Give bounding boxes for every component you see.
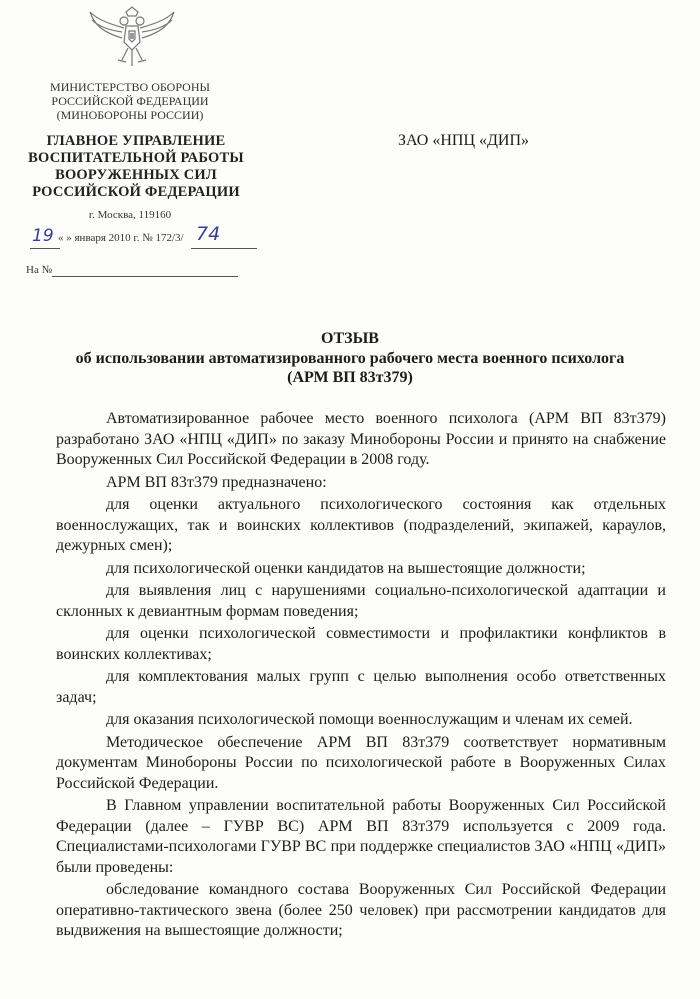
paragraph: для оценки психологической совместимости и профилактики конфликтов в воинских коллективах;	[56, 625, 666, 663]
document-title: ОТЗЫВ	[321, 330, 379, 347]
directorate-name	[14, 133, 258, 201]
day-underline	[30, 248, 60, 249]
date-text: « » января 2010 г. № 172/3/	[58, 232, 184, 244]
paragraph: АРМ ВП 83т379 предназначено:	[106, 473, 327, 491]
paragraph: Автоматизированное рабочее место военного психолога (АРМ ВП 83т379) разработано ЗАО «НПЦ «ДИП» по заказу Минобороны России и принято на снабжение Вооруженных Сил Российской Федерации в 2008 году.	[56, 410, 666, 468]
document-body	[56, 409, 666, 944]
date-line	[26, 223, 266, 250]
reference-underline	[52, 276, 238, 277]
directorate-line: ВОСПИТАТЕЛЬНОЙ РАБОТЫ	[28, 150, 244, 166]
document-subtitle: об использовании автоматизированного рабочего места военного психолога (АРМ ВП 83т379)	[75, 350, 625, 386]
reference-label: На №	[26, 264, 53, 276]
double-headed-eagle-emblem	[88, 6, 176, 72]
handwritten-day: 19	[32, 226, 54, 246]
ministry-line: РОССИЙСКОЙ ФЕДЕРАЦИИ	[51, 94, 209, 108]
paragraph: В Главном управлении воспитательной работы Вооруженных Сил Российской Федерации (далее – ГУВР ВС) АРМ ВП 83т379 используется с 2009 года. Специалистами-психологами ГУВР ВС при поддержке специалистов ЗАО «НПЦ «ДИП» были проведены:	[56, 797, 666, 876]
paragraph: Методическое обеспечение АРМ ВП 83т379 соответствует нормативным документам Минобороны России по психологической работе в Вооруженных Силах Российской Федерации.	[56, 733, 666, 792]
city-address: г. Москва, 119160	[88, 209, 172, 221]
paragraph: для оказания психологической помощи военнослужащим и членам их семей.	[106, 711, 633, 728]
number-underline	[191, 248, 257, 249]
paragraph: для оценки актуального психологического состояния как отдельных военнослужащих, так и воинских коллективов (подразделений, экипажей, караулов, дежурных смен);	[56, 496, 666, 554]
paragraph: для выявления лиц с нарушениями социально-психологической адаптации и склонных к девиантным формам поведения;	[56, 582, 666, 620]
handwritten-doc-number: 74	[196, 223, 221, 245]
paragraph: обследование командного состава Вооруженных Сил Российской Федерации оперативно-тактического звена (более 250 человек) при рассмотрении кандидатов для выдвижения на вышестоящие должности;	[56, 881, 666, 939]
directorate-line: РОССИЙСКОЙ ФЕДЕРАЦИИ	[32, 184, 240, 200]
recipient: ЗАО «НПЦ «ДИП»	[398, 132, 530, 149]
ministry-name	[30, 80, 230, 122]
directorate-line: ГЛАВНОЕ УПРАВЛЕНИЕ	[46, 133, 226, 149]
paragraph: для комплектования малых групп с целью выполнения особо ответственных задач;	[56, 668, 666, 706]
directorate-line: ВООРУЖЕННЫХ СИЛ	[55, 167, 217, 183]
paragraph: для психологической оценки кандидатов на вышестоящие должности;	[106, 559, 586, 577]
reference-line	[26, 264, 240, 276]
ministry-line: МИНИСТЕРСТВО ОБОРОНЫ	[50, 80, 210, 94]
ministry-line: (МИНОБОРОНЫ РОССИИ)	[56, 108, 204, 122]
